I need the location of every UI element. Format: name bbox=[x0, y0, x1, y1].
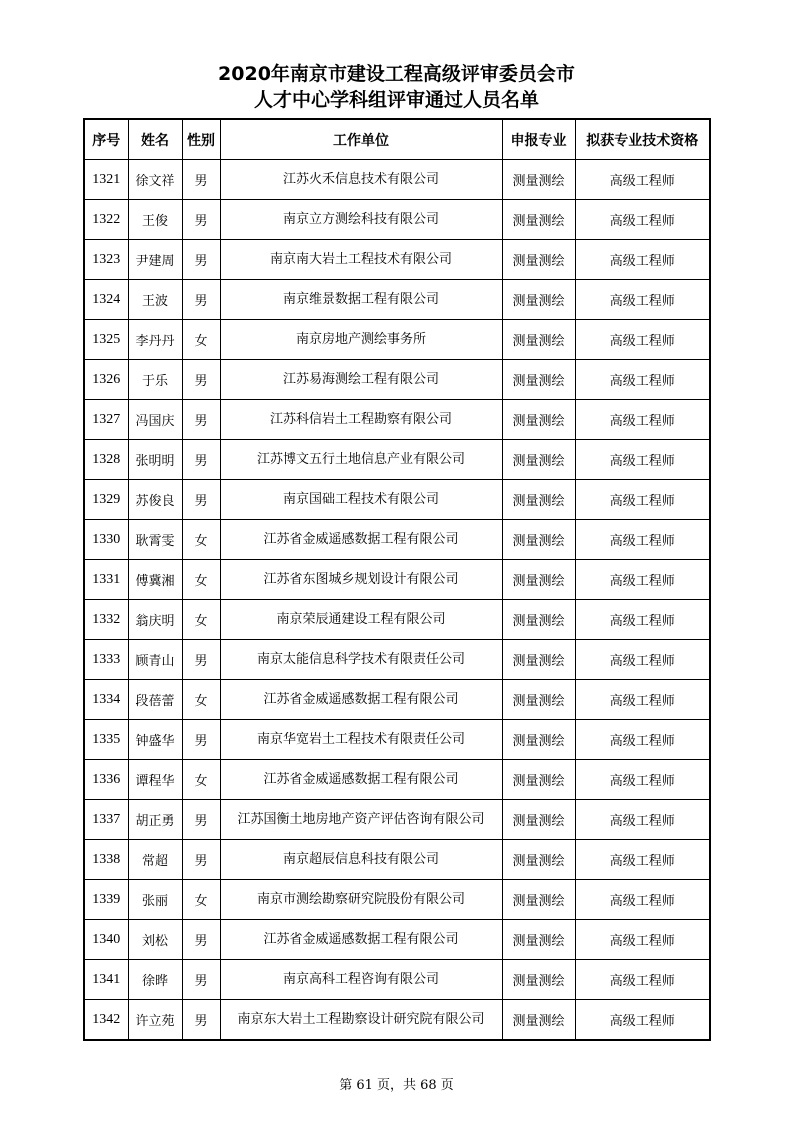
header-name: 姓名 bbox=[128, 119, 182, 160]
cell-name: 谭程华 bbox=[128, 760, 182, 800]
cell-gender: 男 bbox=[182, 960, 220, 1000]
table-row bbox=[84, 800, 710, 840]
cell-qualification: 高级工程师 bbox=[575, 440, 710, 480]
cell-name: 李丹丹 bbox=[128, 320, 182, 360]
cell-major: 测量测绘 bbox=[502, 200, 575, 240]
cell-qualification: 高级工程师 bbox=[575, 280, 710, 320]
cell-seq: 1321 bbox=[84, 160, 128, 200]
cell-unit: 南京超辰信息科技有限公司 bbox=[220, 840, 502, 880]
cell-unit: 江苏省金威遥感数据工程有限公司 bbox=[220, 520, 502, 560]
table-header-row bbox=[84, 119, 710, 160]
cell-major: 测量测绘 bbox=[502, 480, 575, 520]
cell-seq: 1328 bbox=[84, 440, 128, 480]
cell-name: 于乐 bbox=[128, 360, 182, 400]
cell-unit: 江苏易海测绘工程有限公司 bbox=[220, 360, 502, 400]
cell-gender: 男 bbox=[182, 720, 220, 760]
cell-gender: 男 bbox=[182, 920, 220, 960]
cell-major: 测量测绘 bbox=[502, 680, 575, 720]
cell-name: 顾青山 bbox=[128, 640, 182, 680]
cell-major: 测量测绘 bbox=[502, 240, 575, 280]
cell-qualification: 高级工程师 bbox=[575, 720, 710, 760]
cell-unit: 南京国础工程技术有限公司 bbox=[220, 480, 502, 520]
cell-name: 王俊 bbox=[128, 200, 182, 240]
cell-major: 测量测绘 bbox=[502, 960, 575, 1000]
cell-seq: 1338 bbox=[84, 840, 128, 880]
cell-name: 冯国庆 bbox=[128, 400, 182, 440]
cell-unit: 江苏省金威遥感数据工程有限公司 bbox=[220, 760, 502, 800]
cell-name: 常超 bbox=[128, 840, 182, 880]
cell-qualification: 高级工程师 bbox=[575, 880, 710, 920]
cell-unit: 江苏科信岩土工程勘察有限公司 bbox=[220, 400, 502, 440]
cell-unit: 南京荣辰通建设工程有限公司 bbox=[220, 600, 502, 640]
header-seq: 序号 bbox=[84, 119, 128, 160]
cell-qualification: 高级工程师 bbox=[575, 240, 710, 280]
table-row bbox=[84, 840, 710, 880]
table-row bbox=[84, 880, 710, 920]
cell-gender: 女 bbox=[182, 600, 220, 640]
cell-qualification: 高级工程师 bbox=[575, 680, 710, 720]
cell-unit: 江苏博文五行土地信息产业有限公司 bbox=[220, 440, 502, 480]
cell-unit: 南京南大岩土工程技术有限公司 bbox=[220, 240, 502, 280]
cell-gender: 男 bbox=[182, 480, 220, 520]
cell-seq: 1342 bbox=[84, 1000, 128, 1041]
table-row bbox=[84, 160, 710, 200]
cell-name: 胡正勇 bbox=[128, 800, 182, 840]
cell-qualification: 高级工程师 bbox=[575, 920, 710, 960]
cell-gender: 男 bbox=[182, 240, 220, 280]
cell-name: 王波 bbox=[128, 280, 182, 320]
table-row bbox=[84, 400, 710, 440]
cell-name: 刘松 bbox=[128, 920, 182, 960]
document-title-line-2: 人才中心学科组评审通过人员名单 bbox=[253, 89, 539, 111]
cell-seq: 1333 bbox=[84, 640, 128, 680]
cell-qualification: 高级工程师 bbox=[575, 560, 710, 600]
cell-gender: 男 bbox=[182, 280, 220, 320]
cell-qualification: 高级工程师 bbox=[575, 640, 710, 680]
cell-name: 钟盛华 bbox=[128, 720, 182, 760]
cell-name: 傅冀湘 bbox=[128, 560, 182, 600]
cell-gender: 男 bbox=[182, 640, 220, 680]
cell-seq: 1334 bbox=[84, 680, 128, 720]
cell-gender: 男 bbox=[182, 360, 220, 400]
cell-major: 测量测绘 bbox=[502, 1000, 575, 1041]
table-row bbox=[84, 360, 710, 400]
cell-qualification: 高级工程师 bbox=[575, 320, 710, 360]
cell-major: 测量测绘 bbox=[502, 360, 575, 400]
cell-major: 测量测绘 bbox=[502, 880, 575, 920]
cell-unit: 南京立方测绘科技有限公司 bbox=[220, 200, 502, 240]
table-row bbox=[84, 440, 710, 480]
cell-major: 测量测绘 bbox=[502, 760, 575, 800]
cell-name: 徐文祥 bbox=[128, 160, 182, 200]
cell-name: 尹建周 bbox=[128, 240, 182, 280]
cell-major: 测量测绘 bbox=[502, 320, 575, 360]
cell-qualification: 高级工程师 bbox=[575, 200, 710, 240]
table-row bbox=[84, 520, 710, 560]
cell-name: 翁庆明 bbox=[128, 600, 182, 640]
cell-seq: 1322 bbox=[84, 200, 128, 240]
table-row bbox=[84, 240, 710, 280]
cell-major: 测量测绘 bbox=[502, 440, 575, 480]
page-footer: 第 61 页，共 68 页 bbox=[339, 1078, 454, 1093]
cell-gender: 女 bbox=[182, 680, 220, 720]
table-row bbox=[84, 920, 710, 960]
cell-seq: 1332 bbox=[84, 600, 128, 640]
cell-gender: 男 bbox=[182, 440, 220, 480]
cell-unit: 南京维景数据工程有限公司 bbox=[220, 280, 502, 320]
cell-seq: 1337 bbox=[84, 800, 128, 840]
cell-unit: 南京房地产测绘事务所 bbox=[220, 320, 502, 360]
cell-name: 段蓓蕾 bbox=[128, 680, 182, 720]
cell-unit: 江苏火禾信息技术有限公司 bbox=[220, 160, 502, 200]
cell-qualification: 高级工程师 bbox=[575, 600, 710, 640]
cell-seq: 1323 bbox=[84, 240, 128, 280]
cell-unit: 南京华宽岩土工程技术有限责任公司 bbox=[220, 720, 502, 760]
cell-gender: 女 bbox=[182, 520, 220, 560]
cell-seq: 1326 bbox=[84, 360, 128, 400]
cell-seq: 1336 bbox=[84, 760, 128, 800]
cell-gender: 女 bbox=[182, 320, 220, 360]
cell-seq: 1335 bbox=[84, 720, 128, 760]
cell-seq: 1327 bbox=[84, 400, 128, 440]
cell-major: 测量测绘 bbox=[502, 920, 575, 960]
cell-seq: 1339 bbox=[84, 880, 128, 920]
cell-major: 测量测绘 bbox=[502, 840, 575, 880]
cell-seq: 1331 bbox=[84, 560, 128, 600]
cell-unit: 南京太能信息科学技术有限责任公司 bbox=[220, 640, 502, 680]
cell-qualification: 高级工程师 bbox=[575, 400, 710, 440]
table-row bbox=[84, 480, 710, 520]
cell-unit: 江苏省金威遥感数据工程有限公司 bbox=[220, 680, 502, 720]
table-row bbox=[84, 640, 710, 680]
table-row bbox=[84, 200, 710, 240]
cell-name: 张丽 bbox=[128, 880, 182, 920]
cell-major: 测量测绘 bbox=[502, 560, 575, 600]
cell-name: 许立苑 bbox=[128, 1000, 182, 1041]
table-row bbox=[84, 560, 710, 600]
table-row bbox=[84, 1000, 710, 1041]
cell-name: 张明明 bbox=[128, 440, 182, 480]
cell-unit: 南京高科工程咨询有限公司 bbox=[220, 960, 502, 1000]
table-row bbox=[84, 600, 710, 640]
results-table bbox=[83, 118, 711, 1041]
cell-gender: 男 bbox=[182, 800, 220, 840]
table-row bbox=[84, 960, 710, 1000]
document-title-line-1: 2020年南京市建设工程高级评审委员会市 bbox=[218, 63, 575, 85]
cell-major: 测量测绘 bbox=[502, 640, 575, 680]
cell-major: 测量测绘 bbox=[502, 600, 575, 640]
cell-gender: 男 bbox=[182, 840, 220, 880]
cell-qualification: 高级工程师 bbox=[575, 840, 710, 880]
cell-seq: 1341 bbox=[84, 960, 128, 1000]
cell-gender: 男 bbox=[182, 1000, 220, 1041]
table-row bbox=[84, 720, 710, 760]
cell-gender: 男 bbox=[182, 160, 220, 200]
cell-seq: 1324 bbox=[84, 280, 128, 320]
cell-unit: 江苏省东图城乡规划设计有限公司 bbox=[220, 560, 502, 600]
cell-name: 徐晔 bbox=[128, 960, 182, 1000]
cell-seq: 1325 bbox=[84, 320, 128, 360]
table-row bbox=[84, 280, 710, 320]
cell-gender: 女 bbox=[182, 560, 220, 600]
cell-qualification: 高级工程师 bbox=[575, 360, 710, 400]
cell-gender: 男 bbox=[182, 200, 220, 240]
cell-seq: 1329 bbox=[84, 480, 128, 520]
cell-major: 测量测绘 bbox=[502, 520, 575, 560]
cell-seq: 1330 bbox=[84, 520, 128, 560]
cell-qualification: 高级工程师 bbox=[575, 520, 710, 560]
cell-major: 测量测绘 bbox=[502, 720, 575, 760]
cell-unit: 江苏国衡土地房地产资产评估咨询有限公司 bbox=[220, 800, 502, 840]
table-row bbox=[84, 680, 710, 720]
table-body bbox=[84, 160, 710, 1041]
cell-qualification: 高级工程师 bbox=[575, 960, 710, 1000]
table-row bbox=[84, 760, 710, 800]
table-row bbox=[84, 320, 710, 360]
cell-major: 测量测绘 bbox=[502, 800, 575, 840]
cell-gender: 男 bbox=[182, 400, 220, 440]
cell-seq: 1340 bbox=[84, 920, 128, 960]
header-qualification: 拟获专业技术资格 bbox=[575, 119, 710, 160]
cell-major: 测量测绘 bbox=[502, 400, 575, 440]
cell-unit: 南京东大岩土工程勘察设计研究院有限公司 bbox=[220, 1000, 502, 1041]
cell-qualification: 高级工程师 bbox=[575, 800, 710, 840]
cell-unit: 江苏省金威遥感数据工程有限公司 bbox=[220, 920, 502, 960]
cell-qualification: 高级工程师 bbox=[575, 160, 710, 200]
header-gender: 性别 bbox=[182, 119, 220, 160]
cell-gender: 女 bbox=[182, 880, 220, 920]
cell-unit: 南京市测绘勘察研究院股份有限公司 bbox=[220, 880, 502, 920]
cell-gender: 女 bbox=[182, 760, 220, 800]
cell-name: 耿霄雯 bbox=[128, 520, 182, 560]
cell-qualification: 高级工程师 bbox=[575, 760, 710, 800]
cell-qualification: 高级工程师 bbox=[575, 1000, 710, 1041]
cell-major: 测量测绘 bbox=[502, 160, 575, 200]
cell-major: 测量测绘 bbox=[502, 280, 575, 320]
cell-qualification: 高级工程师 bbox=[575, 480, 710, 520]
header-unit: 工作单位 bbox=[220, 119, 502, 160]
cell-name: 苏俊良 bbox=[128, 480, 182, 520]
header-major: 申报专业 bbox=[502, 119, 575, 160]
